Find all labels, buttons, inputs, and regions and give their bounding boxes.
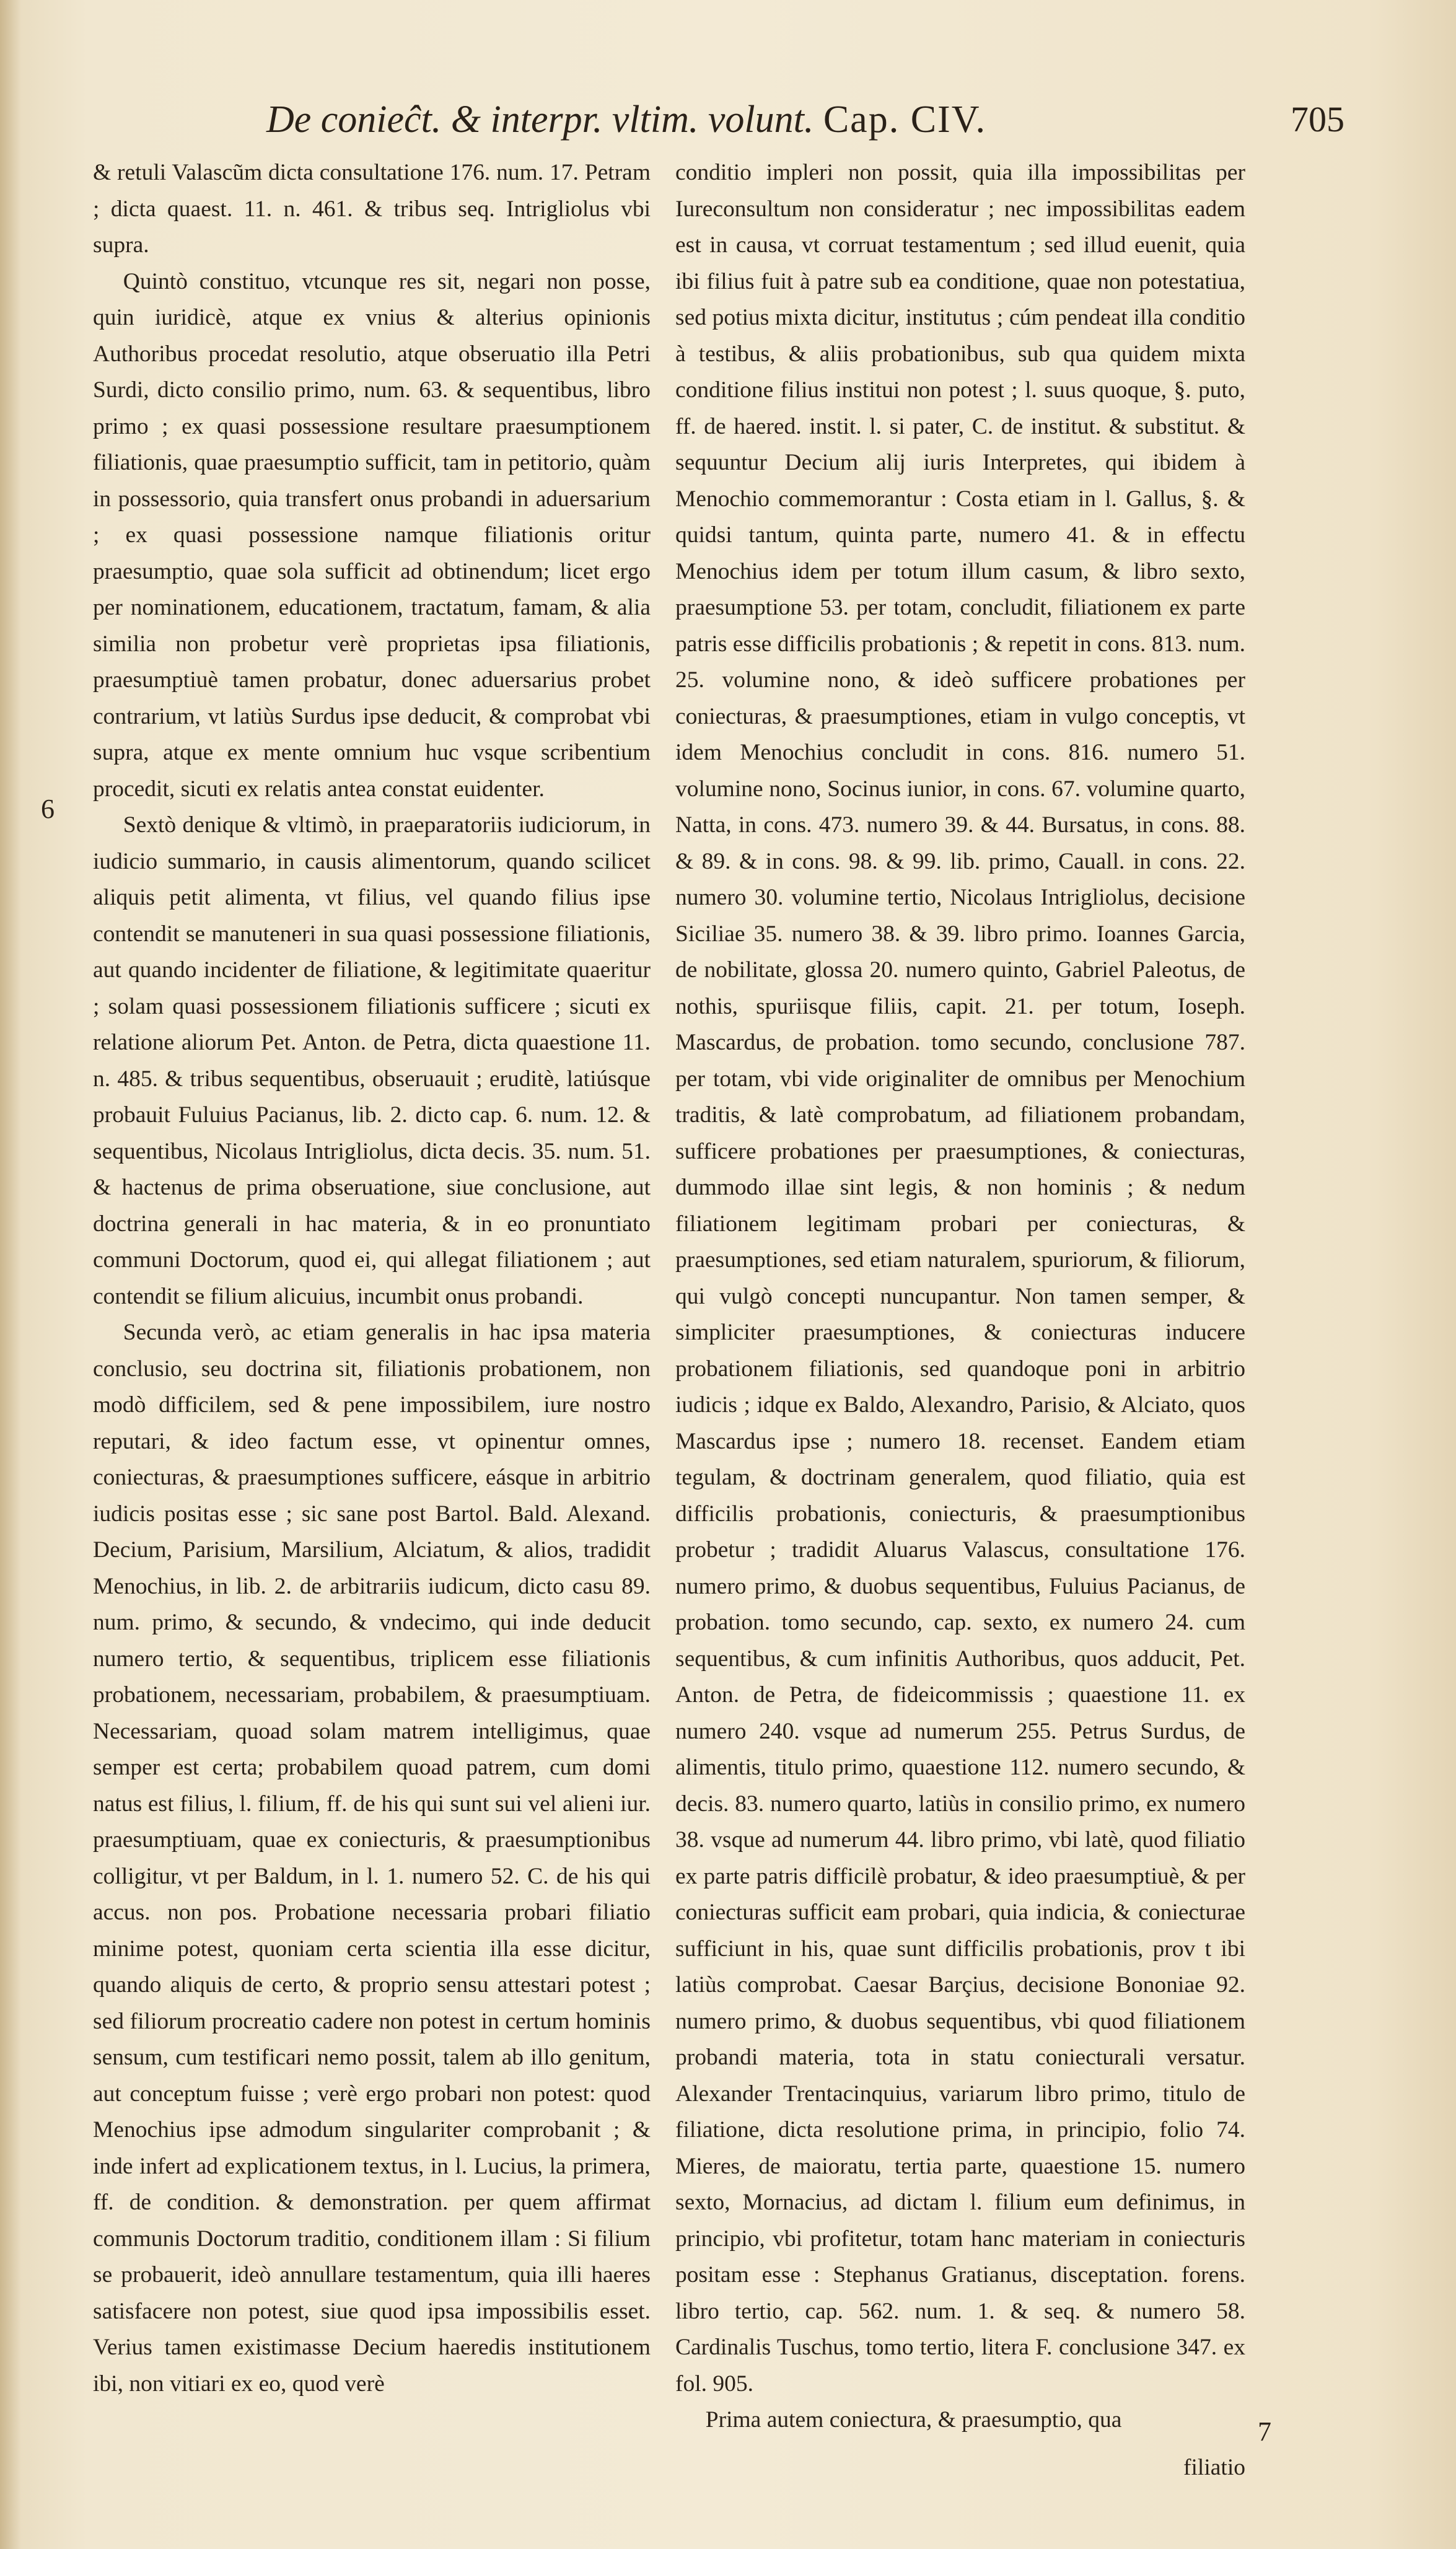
left-column [93, 155, 651, 2402]
catchword: filiatio [1183, 2455, 1245, 2480]
page-gutter-shadow [0, 0, 21, 2549]
paragraph: & retuli Valascũm dicta consultatione 176. num. 17. Petram ; dicta quaest. 11. n. 461. & tribus seq. Intrigliolus vbi supra. [93, 160, 651, 258]
running-header [266, 92, 1344, 147]
paragraph: conditio impleri non possit, quia illa impossibilitas per Iureconsultum non consideratur ; nec impossibilitas eadem est in causa, vt corruat testamentum ; sed illud euenit, quia ibi filius fuit à patre sub ea conditione, quae non potestatiua, sed potius mixta dicitur, institutus ; cúm pendeat illa conditio à testibus, & aliis probationibus, sub qua quidem mixta conditione filius institui non potest ; l. suus quoque, §. puto, ff. de haered. instit. l. si pater, C. de institut. & substitut. & sequuntur Decium alij iuris Interpretes, qui ibidem à Menochio commemorantur : Costa etiam in l. Gallus, §. & quidsi tantum, quinta parte, numero 41. & in effectu Menochius idem per totum illum casum, & libro sexto, praesumptione 53. per totam, concludit, filiationem ex parte patris esse difficilis probationis ; & repetit in cons. 813. num. 25. volumine nono, & ideò sufficere probationes per coniecturas, & praesumptiones, etiam in vulgo conceptis, vt idem Menochius concludit in cons. 816. numero 51. volumine nono, Socinus iunior, in cons. 67. volumine quarto, Natta, in cons. 473. numero 39. & 44. Bursatus, in cons. 88. & 89. & in cons. 98. & 99. lib. primo, Cauall. in cons. 22. numero 30. volumine tertio, Nicolaus Intrigliolus, decisione Siciliae 35. numero 38. & 39. libro primo. Ioannes Garcia, de nobilitate, glossa 20. numero quinto, Gabriel Paleotus, de nothis, spuriisque filiis, capit. 21. per totum, Ioseph. Mascardus, de probation. tomo secundo, conclusione 787. per totam, vbi vide originaliter de omnibus per Menochium traditis, & latè comprobatum, ad filiationem probandam, sufficere probationes per praesumptiones, & coniecturas, dummodo illae sint legis, & non hominis ; & nedum filiationem legitimam probari per coniecturas, & praesumptiones, sed etiam naturalem, spuriorum, & filiorum, qui vulgò concepti nuncupantur. Non tamen semper, & simpliciter praesumptiones, & coniecturas inducere probationem filiationis, sed quandoque poni in arbitrio iudicis ; idque ex Baldo, Alexandro, Parisio, & Alciato, quos Mascardus ipse ; numero 18. recenset. Eandem etiam tegulam, & doctrinam generalem, quod filiatio, quia est difficilis probationis, coniecturis, & praesumptionibus probetur ; tradidit Aluarus Valascus, consultatione 176. numero primo, & duobus sequentibus, Fuluius Pacianus, de probation. tomo secundo, cap. sexto, ex numero 24. cum sequentibus, & cum infinitis Authoribus, quos adducit, Pet. Anton. de Petra, de fideicommissis ; quaestione 11. ex numero 240. vsque ad numerum 255. Petrus Surdus, de alimentis, titulo primo, quaestione 112. numero secundo, & decis. 83. numero quarto, latiùs in consilio primo, ex numero 38. vsque ad numerum 44. libro primo, vbi latè, quod filiatio ex parte patris difficilè probatur, & ideo praesumptiuè, & per coniecturas sufficit eam probari, quia indicia, & coniecturae sufficiunt in his, quae sunt difficilis probationis, prov t ibi latiùs comprobat. Caesar Barçius, decisione Bononiae 92. numero primo, & duobus sequentibus, vbi quod filiationem probandi materia, tota in statu coniecturali versatur. Alexander Trentacinquius, variarum libro primo, titulo de filiatione, dicta resolutione prima, in principio, folio 74. Mieres, de maioratu, tertia parte, quaestione 15. numero sexto, Mornacius, ad dictam l. filium eum definimus, in principio, vbi profitetur, totam hanc materiam in coniecturis positam esse : Stephanus Gratianus, disceptation. forens. libro tertio, cap. 562. num. 1. & seq. & numero 58. Cardinalis Tuschus, tomo tertio, litera F. conclusione 347. ex fol. 905. [675, 160, 1245, 2397]
marginal-number-left: 6 [41, 794, 55, 824]
paragraph: Prima autem coniectura, & praesumptio, qua [705, 2407, 1122, 2433]
running-title-text: De conieĉt. & interpr. vltim. volunt. [266, 99, 814, 141]
chapter-number: Cap. CIV. [823, 99, 986, 141]
folio-number: 705 [1291, 99, 1344, 139]
paragraph: Secunda verò, ac etiam generalis in hac ipsa materia conclusio, seu doctrina sit, filiationis probationem, non modò difficilem, sed & pene impossibilem, iure nostro reputari, & ideo factum esse, vt opinentur omnes, coniecturas, & praesumptiones sufficere, eásque in arbitrio iudicis positas esse ; sic sane post Bartol. Bald. Alexand. Decium, Parisium, Marsilium, Alciatum, & alios, tradidit Menochius, in lib. 2. de arbitrariis iudicum, dicto casu 89. num. primo, & secundo, & vndecimo, qui inde deducit numero tertio, & sequentibus, triplicem esse filiationis probationem, necessariam, probabilem, & praesumptiuam. Necessariam, quoad solam matrem intelligimus, quae semper est certa; probabilem quoad patrem, cum domi natus est filius, l. filium, ff. de his qui sunt sui vel alieni iur. praesumptiuam, quae ex coniecturis, & praesumptionibus colligitur, vt per Baldum, in l. 1. numero 52. C. de his qui accus. non pos. Probatione necessaria probari filiatio minime potest, quoniam certa scientia illa esse dicitur, quando aliquis de certo, & proprio sensu attestari potest ; sed filiorum procreatio cadere non potest in certum hominis sensum, cum testificari nemo possit, talem ab illo genitum, aut conceptum fuisse ; verè ergo probari non potest: quod Menochius ipse admodum singulariter comprobanit ; & inde infert ad explicationem textus, in l. Lucius, la primera, ff. de condition. & demonstration. per quem affirmat communis Doctorum traditio, conditionem illam : Si filium se probauerit, ideò annullare testamentum, quia illi haeres satisfacere non potest, siue quod ipsa impossibilis esset. Verius tamen existimasse Decium haeredis institutionem ibi, non vitiari ex eo, quod verè [93, 1320, 651, 2397]
paragraph: Sextò denique & vltimò, in praeparatoriis iudiciorum, in iudicio summario, in causis alimentorum, quando scilicet aliquis petit alimenta, vt filius, vel quando filius ipse contendit se manuteneri in sua quasi possessione filiationis, aut quando incidenter de filiatione, & legitimitate quaeritur ; solam quasi possessionem filiationis sufficere ; sicuti ex relatione aliorum Pet. Anton. de Petra, dicta quaestione 11. n. 485. & tribus sequentibus, obseruauit ; eruditè, latiúsque probauit Fuluius Pacianus, lib. 2. dicto cap. 6. num. 12. & sequentibus, Nicolaus Intrigliolus, dicta decis. 35. num. 51. & hactenus de prima obseruatione, siue conclusione, aut doctrina generali in hac materia, & in eo pronuntiato communi Doctorum, quod ei, qui allegat filiationem ; aut contendit se filium alicuius, incumbit onus probandi. [93, 812, 651, 1309]
right-column [675, 155, 1245, 2439]
marginal-number-right: 7 [1258, 2416, 1271, 2447]
paragraph: Quintò constituo, vtcunque res sit, negari non posse, quin iuridicè, atque ex vnius & alterius opinionis Authoribus procedat resolutio, atque obseruatio illa Petri Surdi, dicto consilio primo, num. 63. & sequentibus, libro primo ; ex quasi possessione resultare praesumptionem filiationis, quae praesumptio sufficit, tam in petitorio, quàm in possessorio, quia transfert onus probandi in aduersarium ; ex quasi possessione namque filiationis oritur praesumptio, quae sola sufficit ad obtinendum; licet ergo per nominationem, educationem, tractatum, famam, & alia similia non probetur verè proprietas ipsa filiationis, praesumptiuè tamen probatur, donec aduersarius probet contrarium, vt latiùs Surdus ipse deducit, & comprobat vbi supra, atque ex mente omnium huc vsque scribentium procedit, sicuti ex relatis antea constat euidenter. [93, 268, 651, 802]
running-title [266, 92, 986, 147]
